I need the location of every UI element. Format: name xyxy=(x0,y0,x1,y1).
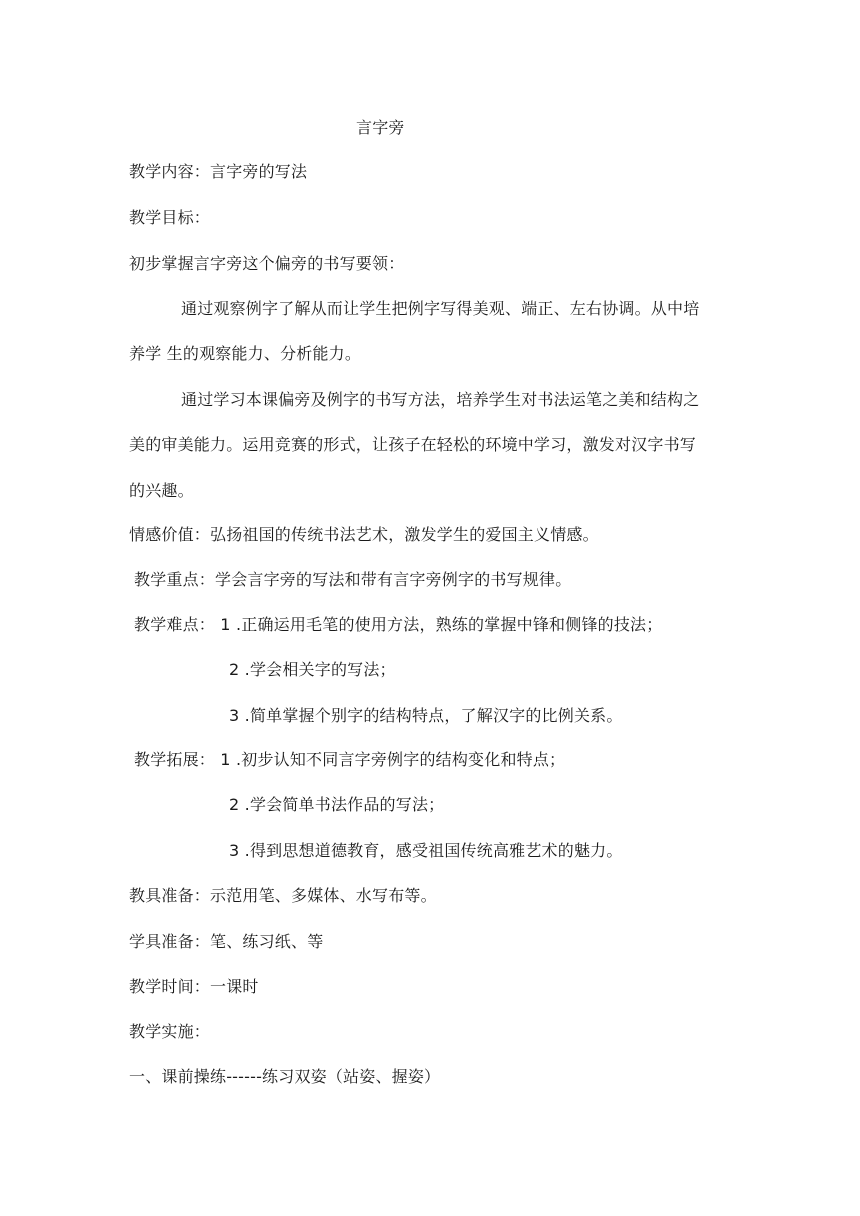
goal-paragraph-1-line-2: 养学 生的观察能力、分析能力。 xyxy=(129,344,362,363)
document-title: 言字旁 xyxy=(356,118,405,137)
section-one-line: 一、课前操练------练习双姿（站姿、握姿） xyxy=(129,1067,441,1086)
teaching-time-line: 教学时间：一课时 xyxy=(129,977,259,996)
teaching-extension-item-2: 2 .学会简单书法作品的写法； xyxy=(229,795,445,814)
teaching-focus-line: 教学重点：学会言字旁的写法和带有言字旁例字的书写规律。 xyxy=(134,570,572,589)
teaching-aids-line: 教具准备：示范用笔、多媒体、水写布等。 xyxy=(129,886,437,905)
goal-line-1: 初步掌握言字旁这个偏旁的书写要领： xyxy=(129,254,405,273)
teaching-difficulty-item-2: 2 .学会相关字的写法； xyxy=(229,660,396,679)
student-supplies-line: 学具准备：笔、练习纸、等 xyxy=(129,932,324,951)
teaching-goals-heading: 教学目标： xyxy=(129,208,211,227)
teaching-extension-item-3: 3 .得到思想道德教育，感受祖国传统高雅艺术的魅力。 xyxy=(229,841,623,860)
teaching-difficulty-item-3: 3 .简单掌握个别字的结构特点，了解汉字的比例关系。 xyxy=(229,706,623,725)
teaching-content-line: 教学内容：言字旁的写法 xyxy=(129,162,308,181)
goal-paragraph-1-line-1: 通过观察例字了解从而让学生把例字写得美观、端正、左右协调。从中培 xyxy=(181,299,700,318)
goal-paragraph-2-line-3: 的兴趣。 xyxy=(129,481,194,500)
emotional-value-line: 情感价值：弘扬祖国的传统书法艺术，激发学生的爱国主义情感。 xyxy=(129,525,599,544)
teaching-implementation-heading: 教学实施： xyxy=(129,1022,211,1041)
teaching-difficulty-item-1: 教学难点： 1 .正确运用毛笔的使用方法，熟练的掌握中锋和侧锋的技法； xyxy=(134,615,663,634)
goal-paragraph-2-line-2: 美的审美能力。运用竞赛的形式，让孩子在轻松的环境中学习，激发对汉字书写 xyxy=(129,435,697,454)
goal-paragraph-2-line-1: 通过学习本课偏旁及例字的书写方法，培养学生对书法运笔之美和结构之 xyxy=(181,390,700,409)
teaching-extension-item-1: 教学拓展： 1 .初步认知不同言字旁例字的结构变化和特点； xyxy=(134,750,566,769)
